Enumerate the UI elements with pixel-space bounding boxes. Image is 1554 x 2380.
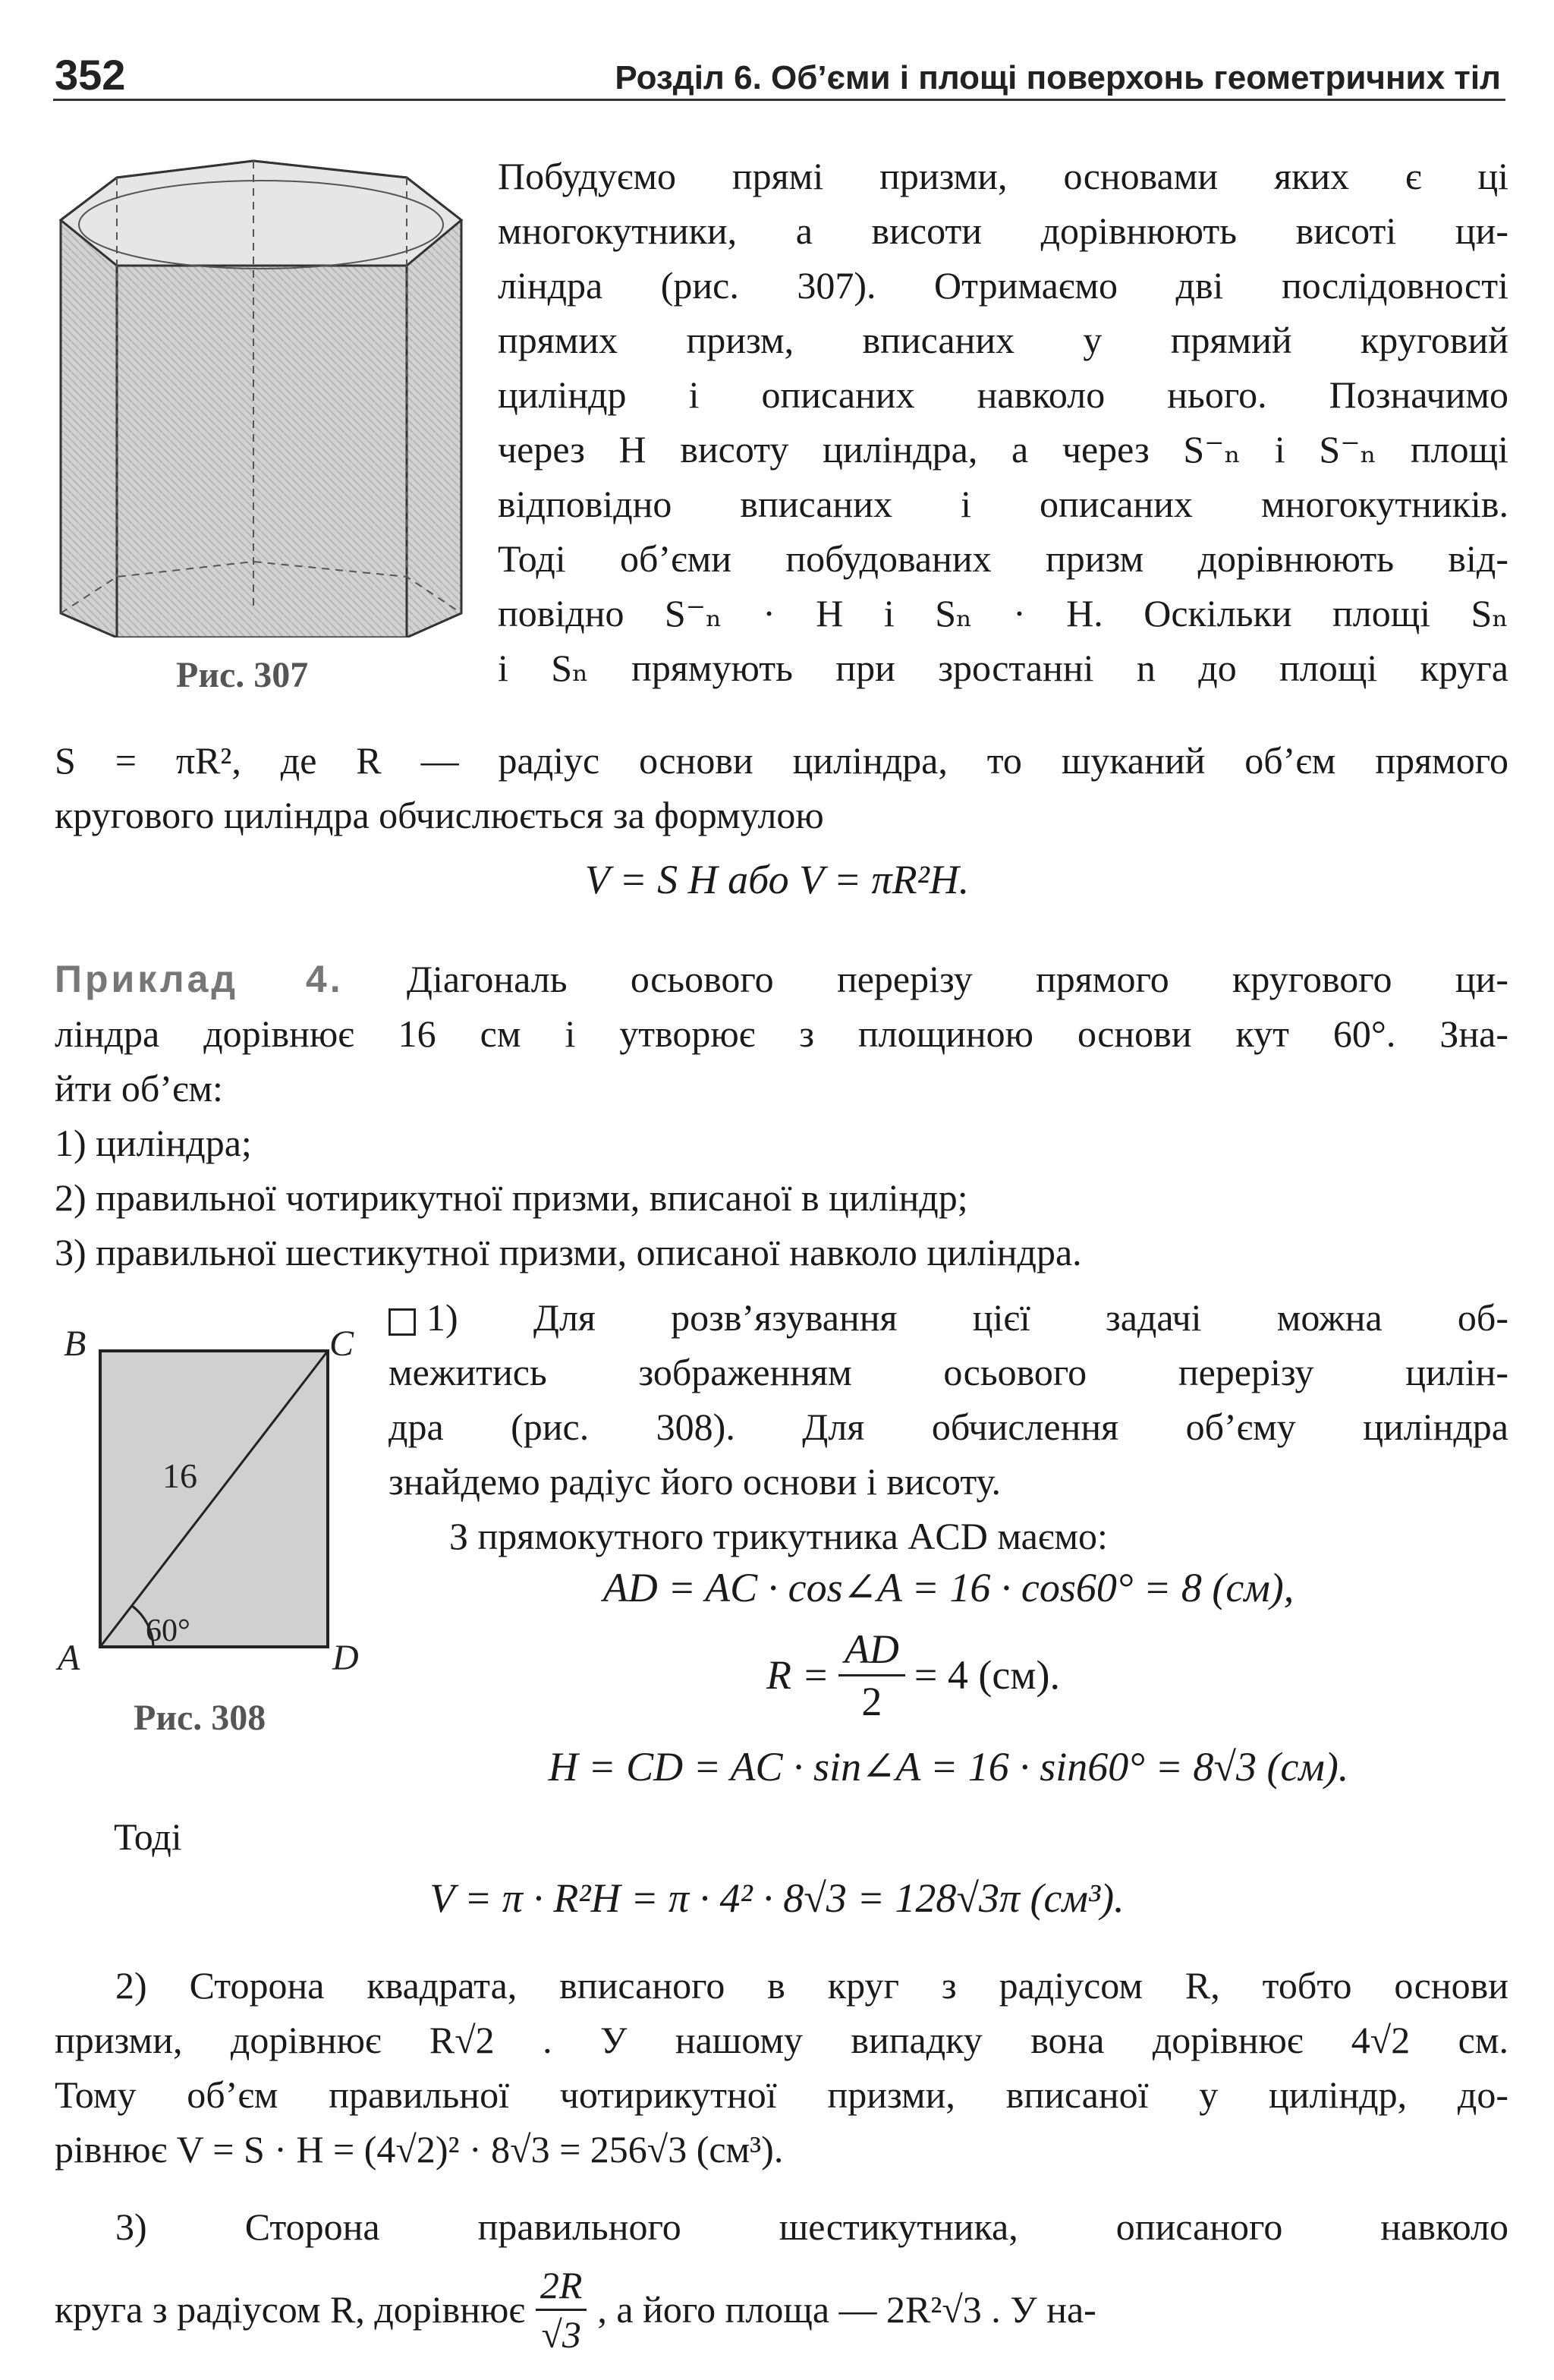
text-fragment: круга з радіусом R, дорівнює xyxy=(55,2288,525,2331)
eq-r-left: R = xyxy=(766,1652,829,1698)
checkbox-square-icon xyxy=(388,1308,416,1336)
text-line: знайдемо радіус його основи і висоту. xyxy=(388,1460,1002,1503)
label-a: A xyxy=(58,1638,80,1677)
section-title: Розділ 6. Об’єми і площі поверхонь геометричних тіл xyxy=(615,59,1501,96)
label-d: D xyxy=(332,1638,359,1677)
text-line: Побудуємо прямі призми, основами яких є ці xyxy=(498,155,1508,197)
todi-word: Тоді xyxy=(114,1815,182,1858)
fraction xyxy=(536,2262,587,2358)
list-item: 2) правильної чотирикутної призми, вписаної в циліндр; xyxy=(55,1176,968,1219)
text-line: ліндра (рис. 307). Отримаємо дві послідовності xyxy=(498,264,1508,307)
text-fragment: , а його площа — 2R²√3 . У на- xyxy=(597,2288,1096,2331)
fraction-denominator: √3 xyxy=(541,2312,581,2356)
example-heading: Приклад 4. xyxy=(55,958,344,1000)
text-line: повідно S⁻ₙ · H і Sₙ · H. Оскільки площі Sₙ xyxy=(498,592,1508,634)
paragraph-2 xyxy=(55,1958,1508,2177)
text-line: прямих призм, вписаних у прямий круговий xyxy=(498,319,1508,361)
list-item: 1) циліндра; xyxy=(55,1122,252,1164)
example-block xyxy=(55,952,1508,1280)
list-item: 3) правильної шестикутної призми, описаної навколо циліндра. xyxy=(55,1231,1082,1273)
paragraph-3-line-2 xyxy=(55,2252,1508,2366)
text-line: межитись зображенням осьового перерізу цилін- xyxy=(388,1351,1508,1393)
text-line: 2) Сторона квадрата, вписаного в круг з радіусом R, тобто основи xyxy=(115,1964,1508,2007)
paragraph-1 xyxy=(498,149,1508,695)
figure-307-caption: Рис. 307 xyxy=(176,655,309,695)
axial-section-figure xyxy=(55,1313,373,1677)
solution-paragraph xyxy=(388,1290,1508,1563)
text-line: призми, дорівнює R√2 . У нашому випадку вона дорівнює 4√2 см. xyxy=(55,2019,1508,2061)
text-line: і Sₙ прямують при зростанні n до площі круга xyxy=(498,647,1508,689)
text-line: S = πR², де R — радіус основи циліндра, то шуканий об’єм прямого xyxy=(55,739,1508,782)
text-line: З прямокутного трикутника ACD маємо: xyxy=(449,1515,1108,1557)
fraction-denominator: 2 xyxy=(861,1678,882,1724)
equation-h: H = CD = AC · sin∠A = 16 · sin60° = 8√3 (см). xyxy=(548,1744,1349,1790)
equation-v: V = π · R²H = π · 4² · 8√3 = 128√3π (см³). xyxy=(429,1875,1125,1921)
text-line: дра (рис. 308). Для обчислення об’єму циліндра xyxy=(388,1406,1508,1448)
hexagonal-prism-figure xyxy=(49,152,473,638)
paragraph-1-continuation xyxy=(55,733,1508,842)
equation-ad: AD = AC · cos∠A = 16 · cos60° = 8 (см), xyxy=(602,1565,1294,1610)
fraction-numerator: 2R xyxy=(536,2262,587,2311)
fraction xyxy=(838,1624,905,1727)
paragraph-3-line-1: 3) Сторона правильного шестикутника, описаного навколо xyxy=(115,2205,1508,2248)
label-b: B xyxy=(64,1324,87,1364)
text-line: рівнює V = S · H = (4√2)² · 8√3 = 256√3 (см³). xyxy=(55,2128,784,2171)
page-number: 352 xyxy=(55,51,126,99)
text-line: Тоді об’єми побудованих призм дорівнюють від- xyxy=(498,537,1508,580)
main-formula: V = S H або V = πR²H. xyxy=(584,857,970,902)
text-line: многокутники, а висоти дорівнюють висоті ци- xyxy=(498,209,1508,252)
text-line: йти об’єм: xyxy=(55,1067,223,1110)
text-line: кругового циліндра обчислюється за формулою xyxy=(55,794,824,836)
label-c: C xyxy=(329,1324,354,1364)
text-line: ліндра дорівнює 16 см і утворює з площиною основи кут 60°. Зна- xyxy=(55,1012,1508,1055)
text-line: Тому об’єм правильної чотирикутної призми, вписаної у циліндр, до- xyxy=(55,2073,1508,2116)
text-line: циліндр і описаних навколо нього. Позначимо xyxy=(498,373,1508,416)
header-rule xyxy=(53,99,1505,101)
fraction-numerator: AD xyxy=(838,1624,905,1676)
eq-r-right: = 4 (см). xyxy=(914,1652,1060,1698)
text-line: відповідно вписаних і описаних многокутників. xyxy=(498,483,1508,525)
text-line: через H висоту циліндра, а через S⁻ₙ і S⁻ₙ площі xyxy=(498,428,1508,471)
angle-label: 60° xyxy=(146,1613,190,1648)
text-line: 1) Для розв’язування цієї задачі можна об- xyxy=(426,1296,1508,1339)
figure-308-caption: Рис. 308 xyxy=(134,1698,266,1738)
equation-r xyxy=(766,1618,1060,1732)
diagonal-label: 16 xyxy=(162,1456,197,1495)
text-line: Діагональ осьового перерізу прямого кругового ци- xyxy=(343,958,1508,1000)
